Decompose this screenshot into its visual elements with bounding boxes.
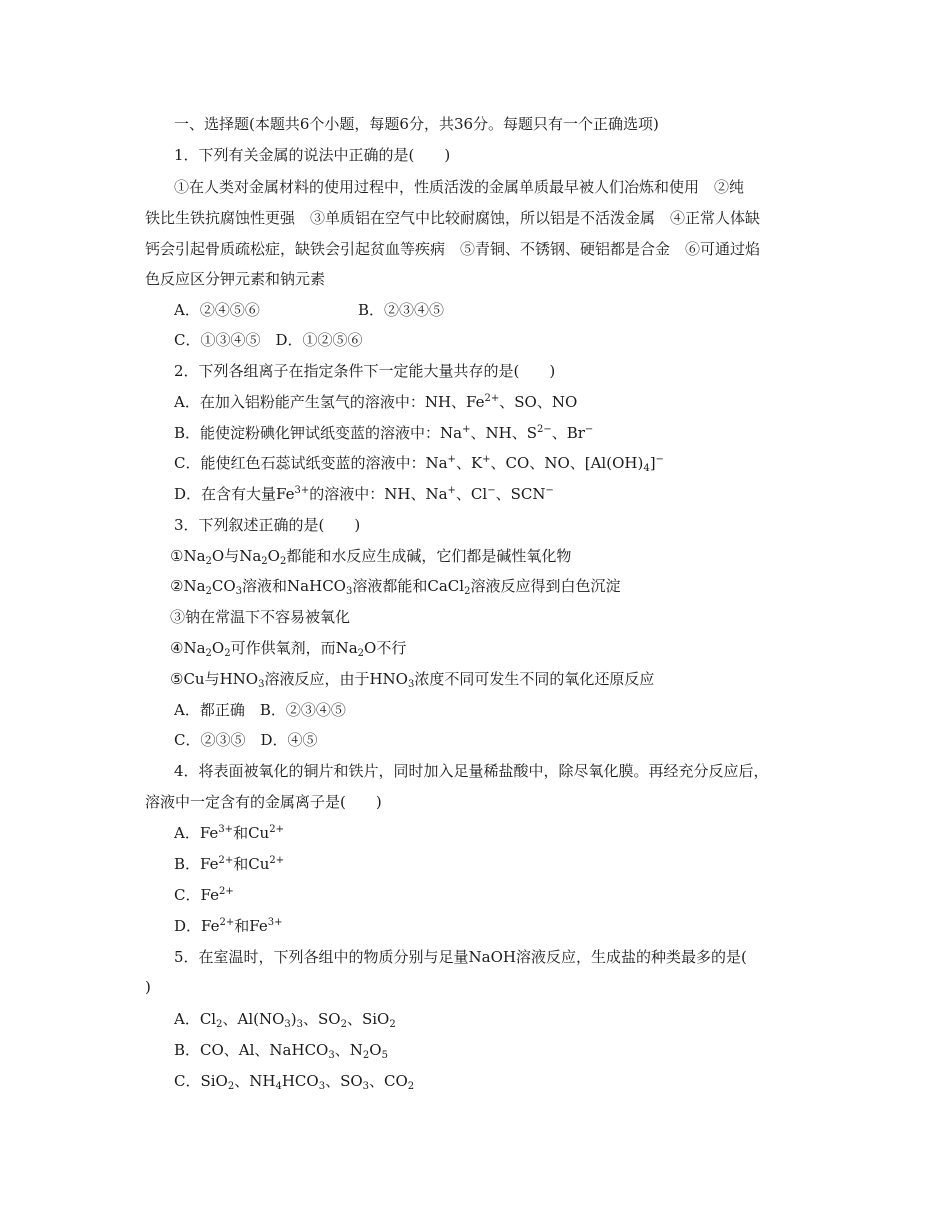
q3-item-5 [170,669,654,689]
text: 可作供氧剂，而Na [230,639,358,657]
text: A．Fe [174,824,219,842]
q1-body-line-2: 铁比生铁抗腐蚀性更强 ③单质铝在空气中比较耐腐蚀，所以铝是不活泼金属 ④正常人体缺 [145,209,761,227]
text: 溶液反应，由于HNO [264,670,408,688]
charge: + [482,454,491,465]
text: 、SiO [346,1010,390,1028]
q1-option-b: B．②③④⑤ [358,301,445,319]
q3-item-2 [170,576,620,596]
subscript: 3 [407,679,415,690]
subscript: 3 [296,1019,303,1030]
q3-options-cd: C．②③⑤ D．④⑤ [174,731,318,749]
text: C．Fe [174,886,219,904]
text: 溶液和NaHCO [242,577,346,595]
charge: 2+ [269,855,285,866]
subscript: 3 [345,586,353,597]
text: 、CO [369,1072,408,1090]
q4-option-d [174,916,282,936]
text: B．能使淀粉碘化钾试纸变蓝的溶液中：Na [174,424,463,442]
subscript: 3 [235,586,243,597]
text: A．Cl [174,1010,217,1028]
text: 、Cl [455,485,488,503]
text: 、N [334,1041,363,1059]
q4-stem-line-1: 4．将表面被氧化的铜片和铁片，同时加入足量稀盐酸中，除尽氧化膜。再经充分反应后， [174,762,769,780]
text: 、SO、NO [499,393,578,411]
subscript: 2 [340,1019,347,1030]
text: 和Cu [233,855,270,873]
subscript: 2 [205,586,212,597]
subscript: 2 [407,1081,415,1092]
charge: 3+ [218,824,234,835]
text: 、SCN [495,485,546,503]
charge: − [584,424,594,435]
subscript: 2 [216,1019,223,1030]
subscript: 2 [279,556,287,567]
section-title: 一、选择题(本题共6个小题，每题6分，共36分。每题只有一个正确选项) [174,115,659,133]
q1-option-c: C．①③④⑤ [174,331,261,349]
subscript: 2 [224,648,231,659]
q5-option-c [174,1071,414,1091]
q4-option-b [174,854,284,874]
text: 、NH、S [470,424,537,442]
text: 和Cu [233,824,270,842]
text: D．Fe [174,917,220,935]
subscript: 4 [643,463,650,474]
charge: − [545,485,554,496]
text: 溶液反应得到白色沉淀 [470,577,621,595]
charge: 2+ [219,917,235,928]
text: ] [649,454,656,472]
q1-option-d: D．①②⑤⑥ [275,331,363,349]
q3-item-1 [170,546,571,566]
text: 溶液都能和CaCl [352,577,465,595]
q3-stem: 3．下列叙述正确的是( ) [174,516,361,534]
text: 都能和水反应生成碱，它们都是碱性氧化物 [286,547,572,565]
q5-option-a [174,1009,396,1029]
text: ④Na [170,639,206,657]
q5-option-b [174,1040,388,1060]
q1-body-line-3: 钙会引起骨质疏松症，缺铁会引起贫血等疾病 ⑤青铜、不锈钢、硬铝都是合金 ⑥可通过焰 [145,240,761,258]
charge: 2+ [218,886,234,897]
subscript: 2 [362,1050,370,1061]
q1-stem: 1．下列有关金属的说法中正确的是( ) [174,146,451,164]
subscript: 2 [227,1081,235,1092]
text: O [211,639,225,657]
subscript: 3 [318,1081,326,1092]
text: C．SiO [174,1072,228,1090]
subscript: 2 [261,556,268,567]
subscript: 3 [328,1050,335,1061]
text: HCO [281,1072,319,1090]
text: ②Na [170,577,206,595]
charge: 2+ [218,855,234,866]
text: 浓度不同可发生不同的氧化还原反应 [414,670,655,688]
text: O [369,1041,382,1059]
text: O与Na [211,547,262,565]
subscript: 3 [362,1081,370,1092]
charge: + [447,485,456,496]
q2-option-b [174,423,593,443]
subscript: 2 [389,1019,396,1030]
text: 、Br [551,424,585,442]
text: B．Fe [174,855,219,873]
text: O [267,547,280,565]
text: CO [211,577,236,595]
q3-item-4 [170,638,406,658]
charge: 2− [536,424,552,435]
text: ①Na [170,547,206,565]
charge: + [447,454,456,465]
q5-stem-line-1: 5．在室温时，下列各组中的物质分别与足量NaOH溶液反应，生成盐的种类最多的是( [174,948,747,966]
text: 、NH [234,1072,276,1090]
text: ) [290,1010,297,1028]
q2-stem: 2．下列各组离子在指定条件下一定能大量共存的是( ) [174,362,556,380]
q3-item-3: ③钠在常温下不容易被氧化 [170,608,351,626]
q1-body-line-4: 色反应区分钾元素和钠元素 [145,270,326,288]
charge: 3+ [294,485,310,496]
q3-options-ab: A．都正确 B．②③④⑤ [174,701,346,719]
text: 、Al(NO [222,1010,285,1028]
q4-option-a [174,823,284,843]
text: 、SO [325,1072,363,1090]
q5-stem-line-2: ) [145,978,151,996]
q2-option-c [174,453,664,473]
text: 、SO [303,1010,341,1028]
q2-option-a [174,392,577,412]
subscript: 5 [381,1050,388,1061]
subscript: 3 [258,679,265,690]
charge: + [462,424,471,435]
subscript: 3 [284,1019,291,1030]
q4-stem-line-2: 溶液中一定含有的金属离子是( ) [145,793,382,811]
text: 的溶液中：NH、Na [309,485,448,503]
q1-body-line-1: ①在人类对金属材料的使用过程中，性质活泼的金属单质最早被人们冶炼和使用 ②纯 [174,178,745,196]
subscript: 2 [205,556,212,567]
subscript: 4 [275,1081,282,1092]
subscript: 2 [464,586,471,597]
text: B．CO、Al、NaHCO [174,1041,329,1059]
q4-option-c [174,885,234,905]
charge: − [487,485,496,496]
charge: 2+ [269,824,284,835]
charge: 2+ [484,393,500,404]
text: O不行 [364,639,407,657]
q1-option-a: A．②④⑤⑥ [174,301,260,319]
subscript: 2 [205,648,212,659]
text: 、K [455,454,483,472]
text: C．能使红色石蕊试纸变蓝的溶液中：Na [174,454,448,472]
text: ⑤Cu与HNO [170,670,259,688]
text: 和Fe [234,917,268,935]
charge: 3+ [267,917,283,928]
text: 、CO、NO、[Al(OH) [490,454,644,472]
q2-option-d [174,484,554,504]
subscript: 2 [357,648,365,659]
q1-options-cd [174,330,363,350]
text: D．在含有大量Fe [174,485,295,503]
text: A．在加入铝粉能产生氢气的溶液中：NH、Fe [174,393,485,411]
charge: − [655,454,664,465]
